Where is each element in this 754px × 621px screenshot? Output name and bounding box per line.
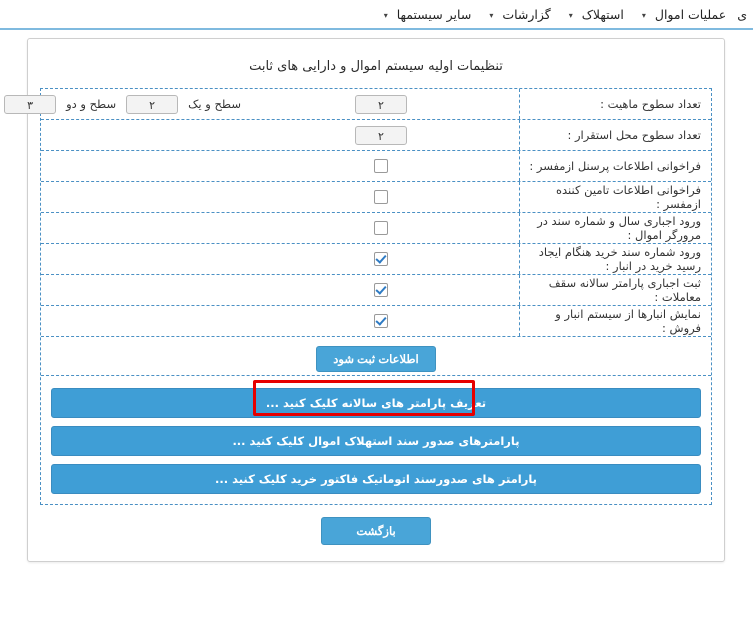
checkbox-purchase-doc-number[interactable] xyxy=(375,252,389,266)
menu-item-amval-operations[interactable] xyxy=(634,3,736,26)
page-wrapper xyxy=(0,30,754,562)
label-nature-level-one: سطح و یک xyxy=(189,97,242,111)
checkbox-show-warehouses[interactable] xyxy=(375,314,389,328)
label-fetch-personnel: فراخوانی اطلاعات پرسنل ازمفسر : xyxy=(520,151,712,181)
auto-purchase-invoice-parameters-button[interactable]: پارامتر های صدورسند اتوماتیک فاکتور خرید کلیک کنید ... xyxy=(52,464,702,494)
chevron-down-icon: ▾ xyxy=(642,10,647,20)
annual-parameters-button[interactable]: تعریف پارامتر های سالانه کلیک کنید ... xyxy=(52,388,702,418)
mandatory-year-doc-controls xyxy=(42,218,520,238)
menu-item-reports[interactable] xyxy=(481,3,560,26)
wide-button-group xyxy=(42,376,712,504)
footer-button-area xyxy=(41,505,713,549)
fetch-personnel-col xyxy=(252,159,512,173)
depreciation-doc-parameters-button[interactable]: پارامترهای صدور سند استهلاک اموال کلیک کنید ... xyxy=(52,426,702,456)
menu-item-other-systems[interactable] xyxy=(376,3,482,26)
save-button-row xyxy=(42,337,712,376)
back-button[interactable]: بازگشت xyxy=(322,517,431,545)
settings-panel xyxy=(28,38,726,562)
label-mandatory-year-doc: ورود اجباری سال و شماره سند در مرورگر اموال : xyxy=(520,213,712,243)
label-purchase-doc-number: ورود شماره سند خرید هنگام ایجاد رسید خرید در انبار : xyxy=(520,244,712,274)
fetch-supplier-controls xyxy=(42,187,520,207)
form-row-fetch-personnel xyxy=(42,151,712,182)
purchase-doc-number-controls xyxy=(42,249,520,269)
menu-item-label: عملیات اموال xyxy=(655,6,728,22)
chevron-down-icon: ▾ xyxy=(490,10,495,20)
form-row-annual-ceiling xyxy=(42,275,712,306)
nature-level-two-input[interactable]: ۳ xyxy=(5,95,57,114)
form-row-nature-levels xyxy=(28,89,712,120)
annual-ceiling-controls xyxy=(42,280,520,300)
nature-levels-input[interactable]: ۲ xyxy=(356,95,408,114)
checkbox-fetch-supplier[interactable] xyxy=(375,190,389,204)
location-levels-input[interactable]: ۲ xyxy=(356,126,408,145)
checkbox-mandatory-year-doc[interactable] xyxy=(375,221,389,235)
settings-form xyxy=(28,88,713,505)
annual-ceiling-col xyxy=(252,283,512,297)
mandatory-year-doc-col xyxy=(252,221,512,235)
location-levels-controls xyxy=(42,123,520,148)
chevron-down-icon: ▾ xyxy=(569,10,574,20)
menu-item-depreciation[interactable] xyxy=(561,3,634,26)
label-annual-ceiling: ثبت اجباری پارامتر سالانه سقف معاملات : xyxy=(520,275,712,305)
save-settings-button[interactable]: اطلاعات ثبت شود xyxy=(317,346,436,372)
label-fetch-supplier: فراخوانی اطلاعات تامین کننده ازمفسر : xyxy=(520,182,712,212)
nature-levels-controls xyxy=(0,92,520,117)
form-row-location-levels xyxy=(42,120,712,151)
checkbox-fetch-personnel[interactable] xyxy=(375,159,389,173)
label-location-levels: تعداد سطوح محل استقرار : xyxy=(520,120,712,150)
checkbox-annual-ceiling[interactable] xyxy=(375,283,389,297)
show-warehouses-col xyxy=(252,314,512,328)
page-title: تنظیمات اولیه سیستم اموال و دارایی های ثابت xyxy=(250,59,504,74)
location-levels-value-col xyxy=(252,126,512,145)
menu-item-label: گزارشات xyxy=(503,6,552,22)
purchase-doc-number-col xyxy=(252,252,512,266)
nature-level-one-input[interactable]: ۲ xyxy=(127,95,179,114)
fetch-personnel-controls xyxy=(42,156,520,176)
menu-item-label: استهلاک xyxy=(582,6,625,22)
label-show-warehouses: نمایش انبارها از سیستم انبار و فروش : xyxy=(520,306,712,336)
form-row-fetch-supplier xyxy=(42,182,712,213)
top-menu-bar xyxy=(0,0,754,30)
label-nature-level-two: سطح و دو xyxy=(67,97,118,111)
show-warehouses-controls xyxy=(42,311,520,331)
fetch-supplier-col xyxy=(252,190,512,204)
chevron-down-icon: ▾ xyxy=(384,10,389,20)
form-row-purchase-doc-number xyxy=(42,244,712,275)
form-row-show-warehouses xyxy=(42,306,712,337)
label-nature-levels: تعداد سطوح ماهیت : xyxy=(520,89,712,119)
menu-edge-sliver: ی xyxy=(738,6,748,22)
form-row-mandatory-year-doc xyxy=(42,213,712,244)
nature-levels-value-col xyxy=(252,95,512,114)
menu-item-label: سایر سیستمها xyxy=(397,6,473,22)
